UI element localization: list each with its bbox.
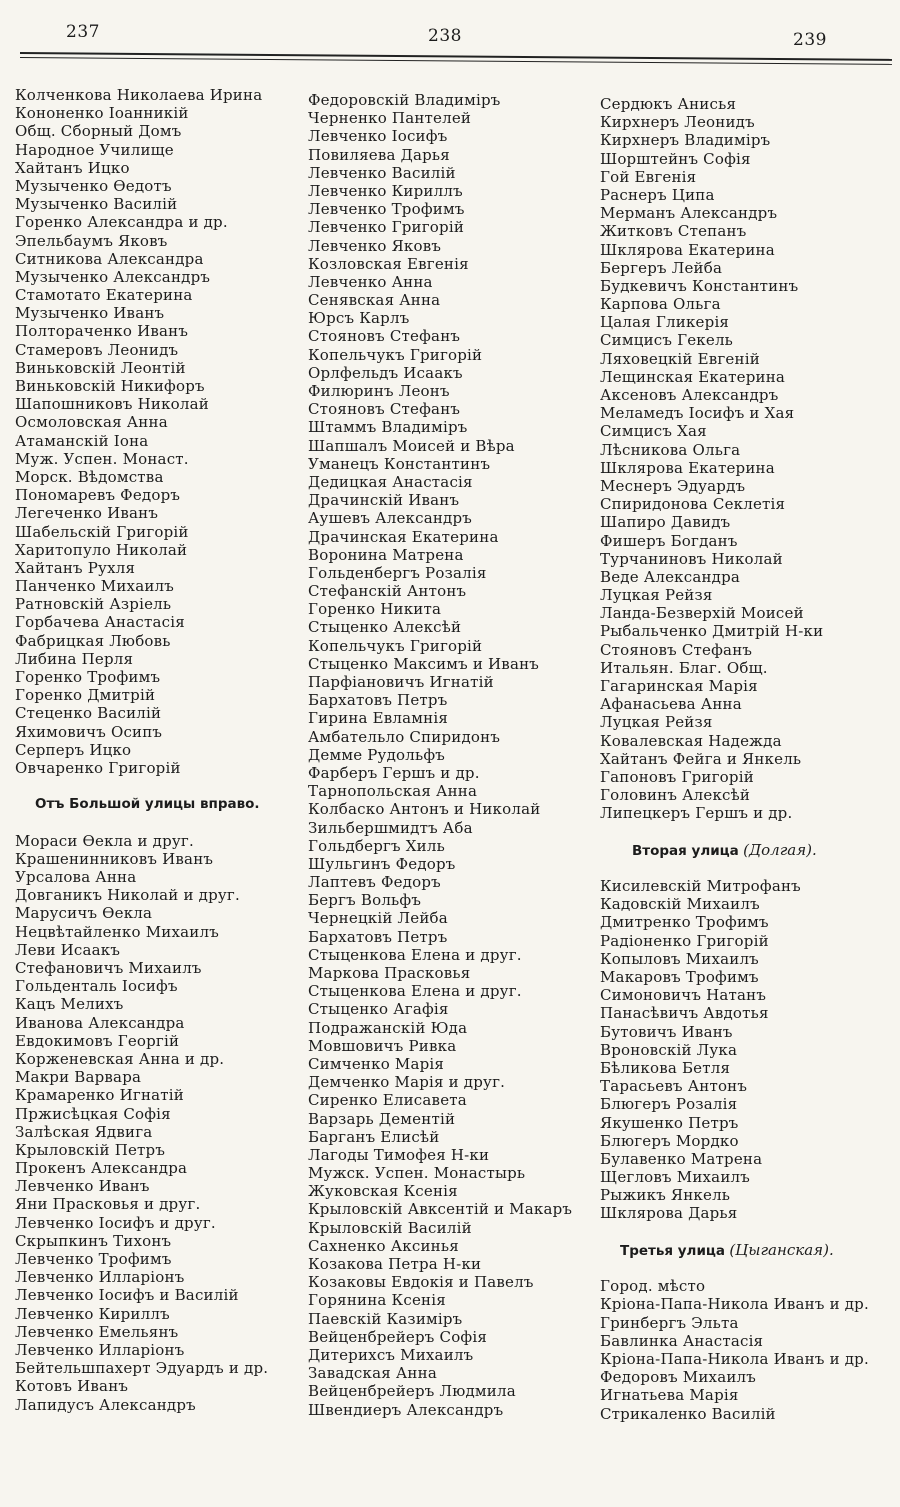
list-item: Черненко Пантелей — [308, 109, 472, 128]
list-item: Копельчукъ Григорій — [308, 636, 483, 655]
list-item: Симоновичъ Натанъ — [600, 986, 767, 1005]
list-item: Филюринъ Леонъ — [308, 382, 450, 400]
list-item: Кадовскій Михаилъ — [600, 895, 760, 914]
list-item: Карпова Ольга — [600, 295, 721, 314]
list-item: Виньковскій Леонтій — [15, 358, 186, 377]
list-item: Музыченко Василій — [15, 195, 178, 214]
page-number-center: 238 — [428, 26, 462, 46]
list-item: Копыловъ Михаилъ — [600, 949, 759, 968]
list-item: Шклярова Дарья — [600, 1204, 738, 1223]
list-item: Вейценбрейеръ Софія — [308, 1327, 488, 1346]
list-item: Левченко Іосифъ и друг. — [15, 1213, 216, 1232]
heading-italic: (Долгая). — [743, 840, 817, 859]
section-heading — [600, 1241, 900, 1259]
list-item: Стояновъ Стефанъ — [600, 640, 753, 659]
list-item: Хайтанъ Ицко — [15, 158, 130, 177]
list-item: Демме Рудольфъ — [308, 745, 446, 764]
list-item: Бѣликова Бетля — [600, 1058, 731, 1077]
list-item: Веде Александра — [600, 567, 741, 586]
list-item: Луцкая Рейзя — [600, 713, 713, 732]
list-item: Вроновскій Лука — [600, 1040, 738, 1059]
list-item: Город. мѣсто — [600, 1277, 706, 1296]
list-item: Крыловскій Петръ — [15, 1140, 166, 1159]
list-item: Музыченко Ѳедотъ — [15, 176, 172, 195]
list-item: Зильбершмидтъ Аба — [308, 818, 473, 837]
list-item: Шклярова Екатерина — [600, 458, 775, 477]
list-item: Сиренко Елисавета — [308, 1091, 467, 1110]
list-item: Кацъ Мелихъ — [15, 995, 124, 1014]
spacer — [600, 1259, 900, 1277]
list-item: Ляховецкій Евгеній — [600, 349, 760, 368]
list-item: Афанасьева Анна — [600, 695, 742, 714]
list-item: Житковъ Степанъ — [600, 222, 747, 241]
list-item: Серперъ Ицко — [15, 740, 132, 759]
list-item: Довганикъ Николай и друг. — [15, 886, 240, 905]
list-item: Левченко Кириллъ — [15, 1304, 170, 1323]
section-heading — [600, 841, 900, 859]
list-item: Кріона-Папа-Никола Иванъ и др. — [600, 1349, 869, 1368]
list-item: Лещинская Екатерина — [600, 367, 786, 386]
list-item: Народное Училище — [15, 140, 174, 159]
list-item: Раснеръ Ципа — [600, 185, 715, 204]
list-item: Виньковскій Никифоръ — [15, 377, 205, 395]
list-item: Пржисѣцкая Софія — [15, 1104, 171, 1123]
list-item: Панченко Михаилъ — [15, 577, 175, 596]
list-item: Щегловъ Михаилъ — [600, 1168, 750, 1187]
list-item: Сердюкъ Анисья — [600, 95, 737, 113]
list-item: Горянина Ксенія — [308, 1291, 446, 1310]
list-item: Левченко Емельянъ — [15, 1322, 179, 1341]
list-item: Шорштейнъ Софія — [600, 149, 751, 168]
list-item: Симченко Марія — [308, 1054, 445, 1073]
list-item: Козловская Евгенія — [308, 254, 469, 273]
list-item: Яхимовичъ Осипъ — [15, 722, 163, 741]
list-item: Хайтанъ Фейга и Янкель — [600, 749, 802, 768]
list-item: Юрсъ Карлъ — [308, 309, 410, 328]
list-item: Евдокимовъ Георгій — [15, 1031, 180, 1050]
list-item: Рыбальченко Дмитрій Н-ки — [600, 622, 824, 641]
name-list — [15, 832, 315, 1414]
list-item: Лапидусъ Александръ — [15, 1395, 196, 1414]
list-item: Стыценко Максимъ и Иванъ — [308, 654, 540, 673]
list-item: Цалая Гликерія — [600, 313, 730, 332]
heading-bold: Третья улица — [620, 1242, 726, 1259]
list-item: Легеченко Иванъ — [15, 504, 159, 523]
list-item: Стефановичъ Михаилъ — [15, 959, 202, 977]
list-item: Стефанскій Антонъ — [308, 582, 467, 601]
list-item: Дедицкая Анастасія — [308, 472, 473, 491]
list-item: Лѣсникова Ольга — [600, 440, 741, 459]
list-item: Левченко Трофимъ — [308, 200, 465, 219]
list-item: Муж. Успен. Монаст. — [15, 449, 189, 468]
list-item: Лаптевъ Федоръ — [308, 873, 441, 892]
spacer — [15, 814, 315, 832]
list-item: Горенко Александра и др. — [15, 213, 228, 232]
list-item: Головинъ Алексѣй — [600, 786, 751, 805]
list-item: Музыченко Александръ — [15, 267, 211, 286]
list-item: Левченко Василій — [308, 163, 456, 182]
list-item: Левченко Іосифъ — [308, 127, 448, 146]
column-2 — [308, 91, 608, 1419]
list-item: Повиляева Дарья — [308, 145, 450, 164]
list-item: Турчаниновъ Николай — [600, 549, 783, 568]
list-item: Левченко Григорій — [308, 218, 465, 237]
list-item: Аушевъ Александръ — [308, 509, 473, 528]
list-item: Дитерихсъ Михаилъ — [308, 1345, 474, 1364]
list-item: Кирхнеръ Владиміръ — [600, 131, 771, 150]
heading-italic: (Цыганская). — [729, 1240, 834, 1259]
list-item: Вейценбрейеръ Людмила — [308, 1382, 516, 1401]
list-item: Игнатьева Марія — [600, 1386, 739, 1405]
list-item: Скрыпкинъ Тихонъ — [15, 1231, 172, 1250]
spacer — [600, 1223, 900, 1241]
list-item: Симцисъ Хая — [600, 422, 707, 441]
list-item: Нецвѣтайленко Михаилъ — [15, 922, 219, 941]
list-item: Федоровъ Михаилъ — [600, 1368, 757, 1387]
spacer — [600, 823, 900, 841]
list-item: Бавлинка Анастасія — [600, 1331, 764, 1350]
column-3 — [600, 95, 900, 1423]
section-heading: Отъ Большой улицы вправо. — [35, 796, 260, 813]
list-item: Полтораченко Иванъ — [15, 322, 189, 341]
list-item: Орлфельдъ Исаакъ — [308, 363, 463, 382]
list-item: Кисилевскій Митрофанъ — [600, 877, 801, 896]
list-item: Осмоловская Анна — [15, 413, 168, 432]
list-item: Блюгеръ Розалія — [600, 1095, 738, 1114]
list-item: Гольденбергъ Розалія — [308, 563, 487, 582]
list-item: Пономаревъ Федоръ — [15, 486, 181, 505]
list-item: Тарасьевъ Антонъ — [600, 1077, 748, 1096]
list-item: Гирина Евламнія — [308, 709, 449, 728]
list-item: Уманецъ Константинъ — [308, 454, 491, 473]
name-list — [308, 91, 608, 1419]
list-item: Сенявская Анна — [308, 291, 441, 310]
list-item: Маркова Прасковья — [308, 964, 471, 982]
list-item: Ковалевская Надежда — [600, 731, 782, 750]
list-item: Морск. Вѣдомства — [15, 467, 164, 486]
list-item: Гольденталь Іосифъ — [15, 977, 178, 996]
column-1 — [15, 86, 315, 1414]
list-item: Левченко Илларіонъ — [15, 1268, 185, 1287]
list-item: Мужск. Успен. Монастырь — [308, 1164, 526, 1183]
list-item: Стыценко Агафія — [308, 1000, 449, 1019]
list-item: Чернецкій Лейба — [308, 909, 448, 928]
list-item: Кононенко Іоанникій — [15, 104, 189, 123]
list-item: Завадская Анна — [308, 1364, 437, 1383]
list-item: Меснеръ Эдуардъ — [600, 476, 746, 495]
list-item: Стрикаленко Василій — [600, 1404, 776, 1423]
list-item: Булавенко Матрена — [600, 1149, 763, 1168]
list-item: Симцисъ Гекель — [600, 331, 734, 350]
list-item: Варзарь Дементій — [308, 1109, 456, 1128]
list-item: Урсалова Анна — [15, 868, 137, 887]
list-item: Панасѣвичъ Авдотья — [600, 1004, 769, 1023]
list-item: Гапоновъ Григорій — [600, 767, 754, 786]
list-item: Бархатовъ Петръ — [308, 927, 448, 946]
list-item: Сахненко Аксинья — [308, 1236, 459, 1255]
list-item: Паевскій Казиміръ — [308, 1309, 463, 1328]
list-item: Луцкая Рейзя — [600, 586, 713, 605]
list-item: Копельчукъ Григорій — [308, 345, 483, 364]
list-item: Будкевичъ Константинъ — [600, 276, 799, 295]
list-item: Эпельбаумъ Яковъ — [15, 231, 168, 250]
list-item: Макри Варвара — [15, 1068, 142, 1087]
list-item: Крамаренко Игнатій — [15, 1086, 184, 1105]
list-item: Парфіановичъ Игнатій — [308, 673, 494, 691]
list-item: Козаковы Евдокія и Павелъ — [308, 1273, 534, 1292]
list-item: Демченко Марія и друг. — [308, 1073, 506, 1092]
list-item: Барганъ Елисѣй — [308, 1127, 440, 1146]
list-item: Жуковская Ксенія — [308, 1182, 458, 1201]
list-item: Стеценко Василій — [15, 704, 162, 723]
list-item: Ситникова Александра — [15, 249, 204, 268]
list-item: Гольдбергъ Хиль — [308, 836, 445, 855]
list-item: Левченко Анна — [308, 272, 433, 291]
list-item: Шапшалъ Моисей и Вѣра — [308, 436, 515, 455]
list-item: Левченко Иванъ — [15, 1177, 150, 1196]
list-item: Подражанскій Юда — [308, 1018, 468, 1037]
name-list — [15, 86, 315, 777]
list-item: Колбаско Антонъ и Николай — [308, 800, 541, 819]
list-item: Фабрицкая Любовь — [15, 631, 171, 650]
list-item: Дмитренко Трофимъ — [600, 913, 769, 932]
list-item: Бархатовъ Петръ — [308, 691, 448, 710]
list-item: Радіоненко Григорій — [600, 931, 769, 950]
list-item: Шапошниковъ Николай — [15, 395, 209, 414]
list-item: Гой Евгенія — [600, 167, 697, 186]
list-item: Кріона-Папа-Никола Иванъ и др. — [600, 1295, 869, 1314]
list-item: Ланда-Безверхій Моисей — [600, 604, 804, 623]
list-item: Левченко Трофимъ — [15, 1250, 172, 1268]
list-item: Корженевская Анна и др. — [15, 1049, 225, 1068]
list-item: Драчинскій Иванъ — [308, 491, 460, 510]
list-item: Левченко Іосифъ и Василій — [15, 1286, 239, 1305]
list-item: Крашенинниковъ Иванъ — [15, 849, 214, 868]
page-number-left: 237 — [66, 22, 100, 42]
list-item: Гринбергъ Эльта — [600, 1313, 739, 1332]
list-item: Общ. Сборный Домъ — [15, 122, 182, 141]
list-item: Меламедъ Іосифъ и Хая — [600, 404, 795, 423]
list-item: Фарберъ Гершъ и др. — [308, 763, 480, 782]
list-item: Воронина Матрена — [308, 545, 464, 564]
list-item: Липецкеръ Гершъ и др. — [600, 804, 793, 823]
list-item: Шклярова Екатерина — [600, 240, 775, 259]
list-item: Итальян. Благ. Общ. — [600, 658, 768, 677]
list-item: Иванова Александра — [15, 1013, 185, 1032]
list-item: Бергъ Вольфъ — [308, 891, 422, 910]
list-item: Мораси Ѳекла и друг. — [15, 831, 194, 850]
list-item: Швендиеръ Александръ — [308, 1400, 504, 1419]
list-item: Харитопуло Николай — [15, 540, 188, 559]
list-item: Мерманъ Александръ — [600, 204, 778, 223]
name-list — [600, 95, 900, 823]
list-item: Яни Прасковья и друг. — [15, 1195, 201, 1214]
list-item: Гагаринская Марія — [600, 677, 758, 695]
spacer — [600, 859, 900, 877]
heading-bold: Вторая улица — [632, 842, 739, 859]
list-item: Марусичъ Ѳекла — [15, 904, 153, 923]
list-item: Стыценкова Елена и друг. — [308, 945, 522, 964]
list-item: Стояновъ Стефанъ — [308, 327, 461, 346]
list-item: Левченко Илларіонъ — [15, 1340, 185, 1359]
list-item: Горбачева Анастасія — [15, 613, 185, 632]
list-item: Тарнопольская Анна — [308, 782, 478, 801]
list-item: Музыченко Иванъ — [15, 304, 165, 323]
list-item: Хайтанъ Рухля — [15, 558, 136, 577]
spacer — [15, 777, 315, 795]
list-item: Стамотато Екатерина — [15, 286, 193, 305]
list-item: Котовъ Иванъ — [15, 1377, 129, 1396]
list-item: Амбательло Спиридонъ — [308, 727, 501, 746]
list-item: Якушенко Петръ — [600, 1113, 739, 1132]
list-item: Лагоды Тимофея Н-ки — [308, 1145, 490, 1164]
list-item: Овчаренко Григорій — [15, 758, 181, 777]
list-item: Шульгинъ Федоръ — [308, 854, 456, 873]
list-item: Стояновъ Стефанъ — [308, 400, 461, 419]
list-item: Стамеровъ Леонидъ — [15, 340, 179, 359]
list-item: Левченко Кириллъ — [308, 181, 463, 200]
list-item: Блюгеръ Мордко — [600, 1131, 739, 1150]
list-item: Стыценкова Елена и друг. — [308, 982, 522, 1001]
list-item: Атаманскій Іона — [15, 431, 149, 450]
list-item: Шабельскій Григорій — [15, 522, 189, 541]
list-item: Стыценко Алексѣй — [308, 618, 462, 637]
list-item: Козакова Петра Н-ки — [308, 1255, 482, 1273]
list-item: Мовшовичъ Ривка — [308, 1036, 457, 1055]
list-item: Колченкова Николаева Ирина — [15, 86, 263, 104]
list-item: Бейтельшпахерт Эдуардъ и др. — [15, 1359, 269, 1378]
list-item: Залѣская Ядвига — [15, 1122, 153, 1141]
list-item: Прокенъ Александра — [15, 1159, 188, 1178]
list-item: Либина Перля — [15, 649, 134, 668]
list-item: Горенко Трофимъ — [15, 668, 161, 686]
list-item: Крыловскій Авксентій и Макаръ — [308, 1200, 573, 1219]
list-item: Драчинская Екатерина — [308, 527, 499, 546]
name-list — [600, 877, 900, 1223]
list-item: Фишеръ Богданъ — [600, 531, 738, 550]
list-item: Ратновскій Азріель — [15, 595, 172, 614]
list-item: Бутовичъ Иванъ — [600, 1022, 733, 1041]
list-item: Кирхнеръ Леонидъ — [600, 113, 755, 132]
list-item: Шапиро Давидъ — [600, 513, 731, 532]
list-item: Макаровъ Трофимъ — [600, 968, 759, 986]
list-item: Леви Исаакъ — [15, 940, 121, 959]
list-item: Бергеръ Лейба — [600, 258, 723, 277]
list-item: Аксеновъ Александръ — [600, 386, 779, 404]
name-list — [600, 1277, 900, 1423]
list-item: Крыловскій Василій — [308, 1218, 472, 1237]
list-item: Левченко Яковъ — [308, 236, 442, 255]
page-number-right: 239 — [793, 30, 827, 50]
list-item: Штаммъ Владиміръ — [308, 418, 468, 437]
list-item: Федоровскій Владиміръ — [308, 91, 501, 109]
list-item: Горенко Никита — [308, 600, 442, 619]
list-item: Спиридонова Секлетія — [600, 495, 786, 514]
list-item: Рыжикъ Янкель — [600, 1186, 731, 1205]
list-item: Горенко Дмитрій — [15, 686, 156, 705]
